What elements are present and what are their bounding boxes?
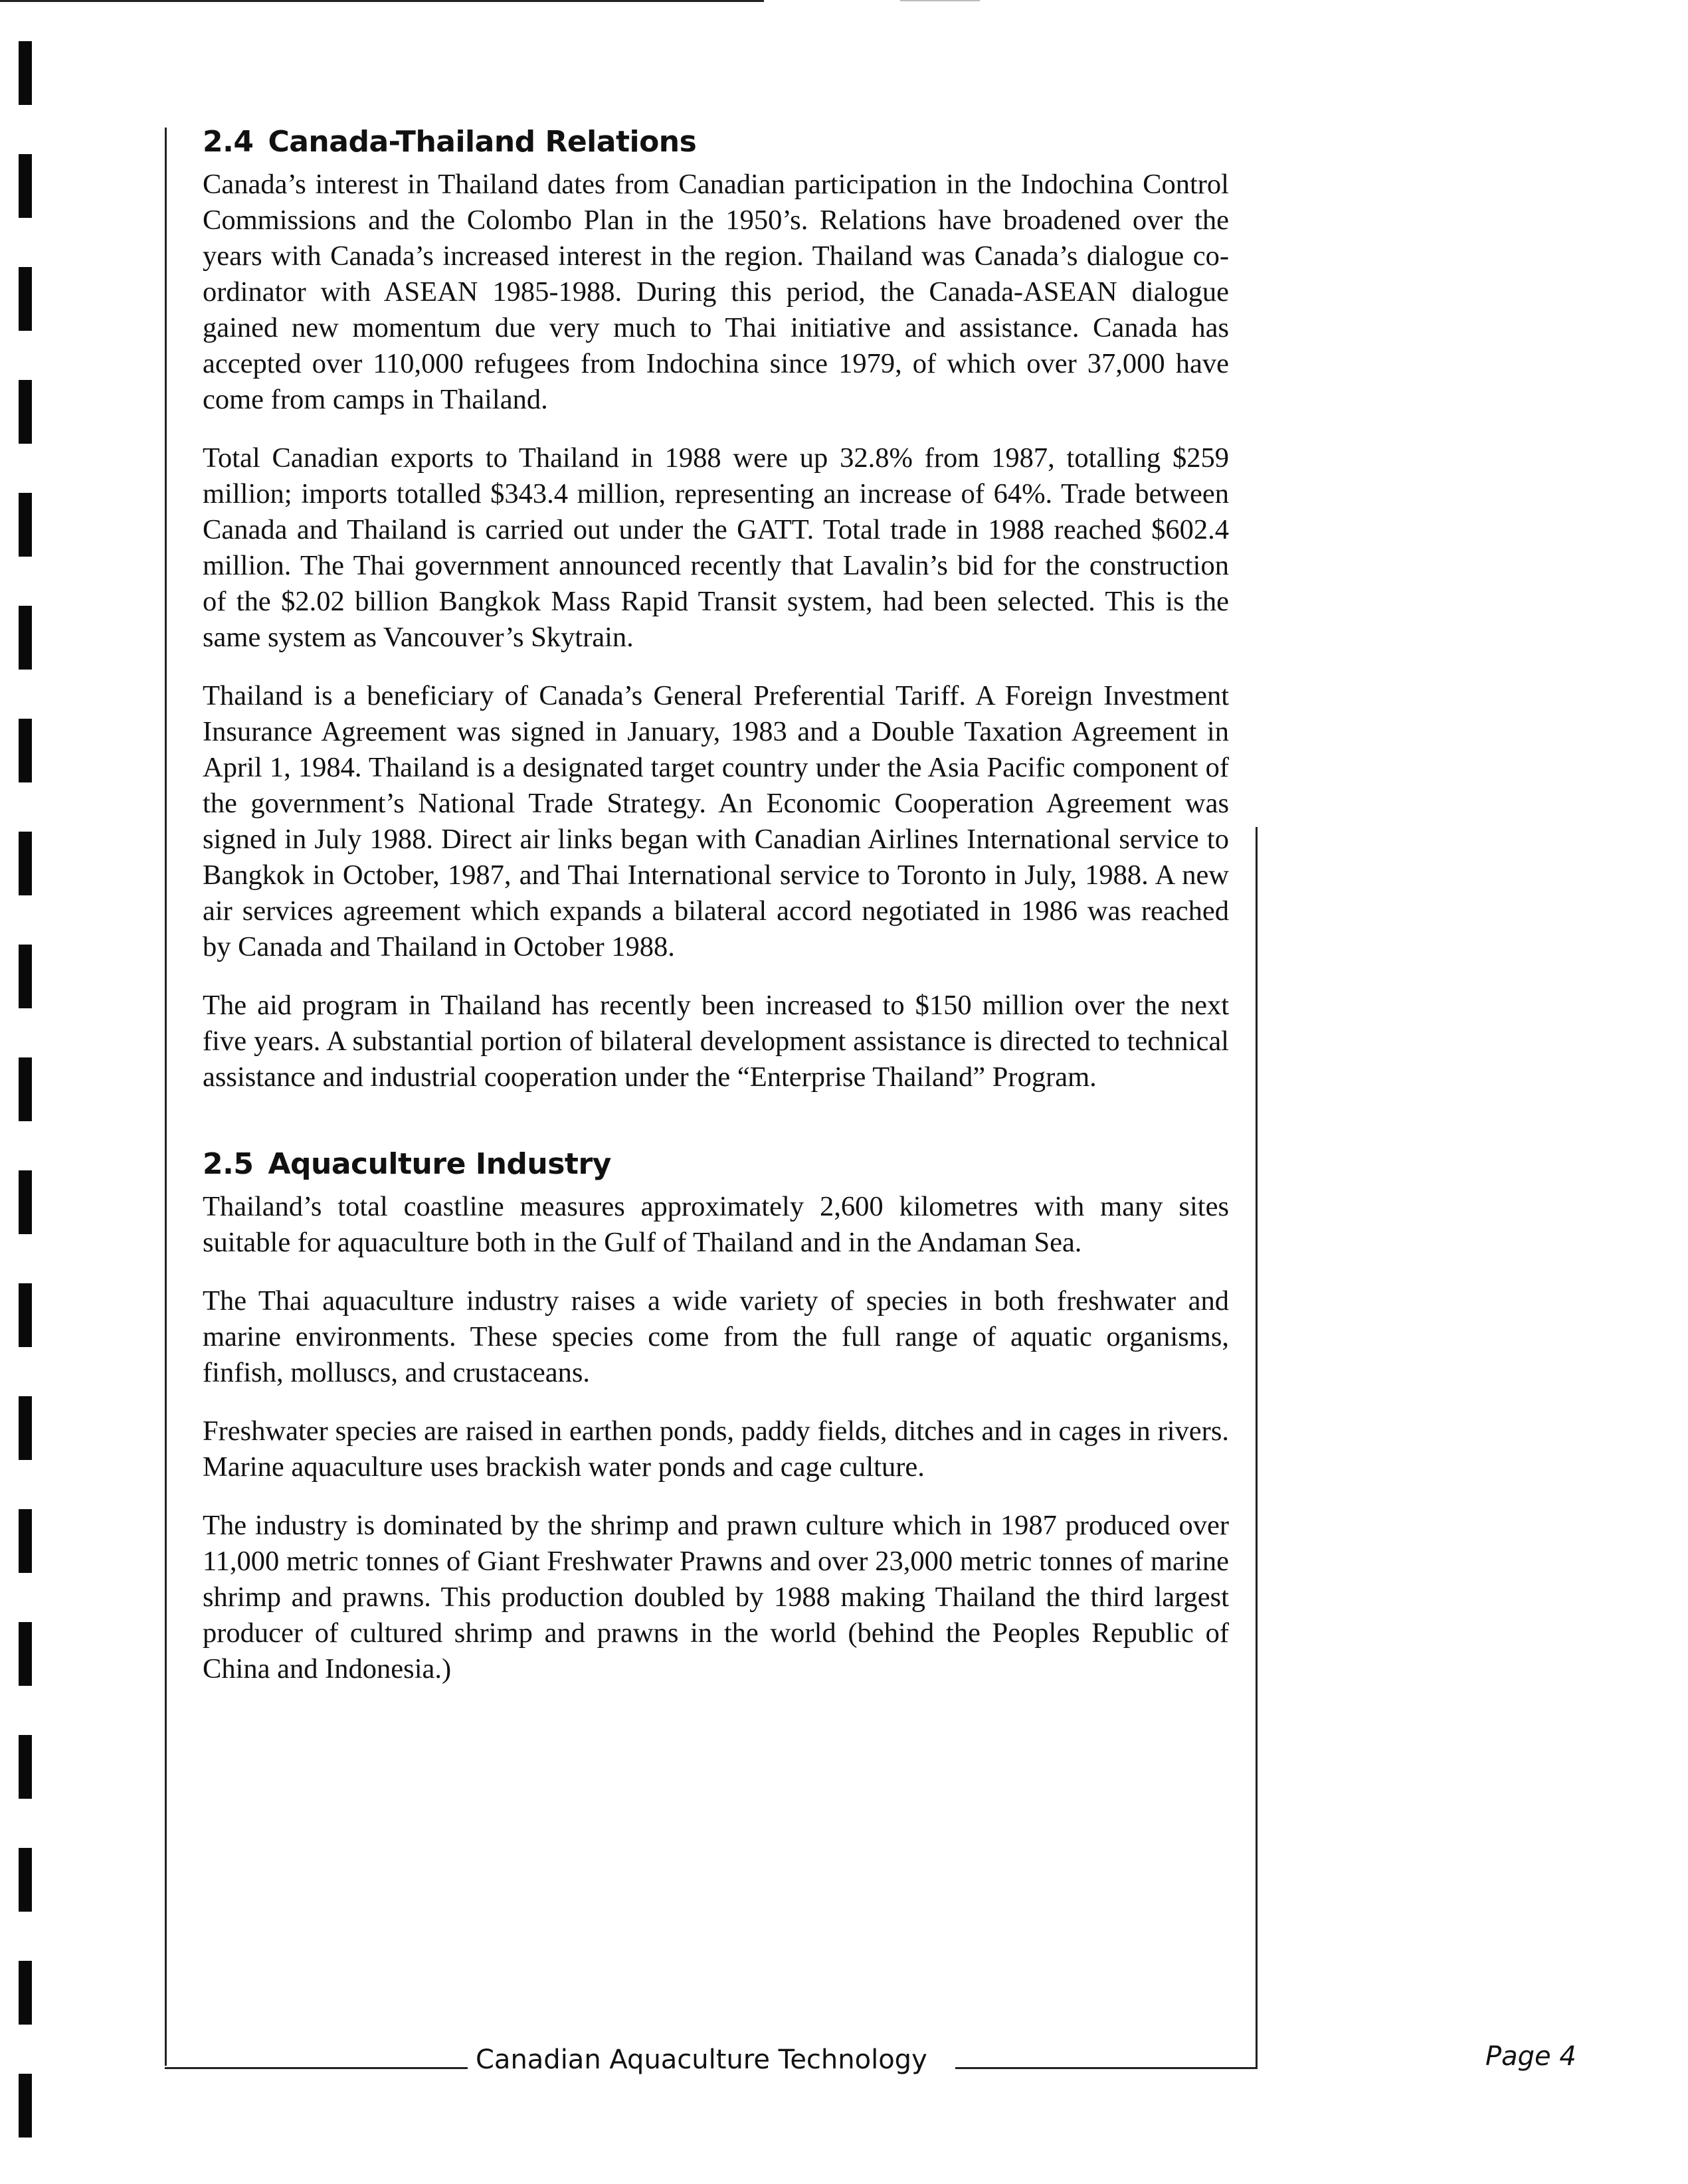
binding-mark xyxy=(19,154,32,218)
section-heading xyxy=(203,1147,1229,1181)
paragraph: Canada’s interest in Thailand dates from Canadian participation in the Indochina Control Commissions and the Colombo Plan in the 1950’s. Relations have broadened over the years with Canada’s increased interest in the region. Thailand was Canada’s dialogue co-ordinator with ASEAN 1985-1988. During this period, the Canada-ASEAN dialogue gained new momentum due very much to Thai initiative and assistance. Canada has accepted over 110,000 refugees from Indochina since 1979, of which over 37,000 have come from camps in Thailand. xyxy=(203,169,1229,415)
section-title: Aquaculture Industry xyxy=(268,1147,611,1181)
binding-mark xyxy=(19,2074,32,2138)
section-number: 2.5 xyxy=(203,1147,254,1181)
left-frame-line xyxy=(165,128,167,2066)
binding-mark xyxy=(19,493,32,557)
footer-rule-right xyxy=(955,2067,1258,2069)
binding-mark xyxy=(19,606,32,670)
page-number: Page 4 xyxy=(1485,2041,1576,2072)
section-heading xyxy=(203,125,1229,159)
binding-mark xyxy=(19,1735,32,1799)
footer-title: Canadian Aquaculture Technology xyxy=(476,2045,927,2075)
paragraph: The industry is dominated by the shrimp and prawn culture which in 1987 produced over 11,000 metric tonnes of Giant Freshwater Prawns and over 23,000 metric tonnes of marine shrimp and prawns. This production doubled by 1988 making Thailand the third largest producer of cultured shrimp and prawns in the world (behind the Peoples Republic of China and Indonesia.) xyxy=(203,1510,1229,1684)
paragraph: Thailand is a beneficiary of Canada’s General Preferential Tariff. A Foreign Investment Insurance Agreement was signed in January, 1983 and a Double Taxation Agreement in April 1, 1984. Thailand is a designated target country under the Asia Pacific component of the government’s National Trade Strategy. An Economic Cooperation Agreement was signed in July 1988. Direct air links began with Canadian Airlines International service to Bangkok in October, 1987, and Thai International service to Toronto in July, 1988. A new air services agreement which expands a bilateral accord negotiated in 1986 was reached by Canada and Thailand in October 1988. xyxy=(203,680,1229,962)
section-title: Canada-Thailand Relations xyxy=(268,125,697,159)
binding-mark xyxy=(19,1961,32,2025)
top-border-fragment xyxy=(900,0,980,1)
paragraph: Freshwater species are raised in earthen ponds, paddy fields, ditches and in cages in rivers. Marine aquaculture uses brackish water ponds and cage culture. xyxy=(203,1415,1229,1483)
binding-mark xyxy=(19,719,32,782)
binding-mark xyxy=(19,945,32,1008)
top-border-line xyxy=(0,0,764,2)
binding-mark xyxy=(19,1057,32,1121)
footer-rule-left xyxy=(165,2067,468,2069)
binding-mark xyxy=(19,1283,32,1347)
paragraph: Thailand’s total coastline measures approximately 2,600 kilometres with many sites suitable for aquaculture both in the Gulf of Thailand and in the Andaman Sea. xyxy=(203,1191,1229,1258)
binding-mark xyxy=(19,1509,32,1573)
binding-mark xyxy=(19,832,32,895)
binding-mark xyxy=(19,267,32,331)
paragraph: Total Canadian exports to Thailand in 1988 were up 32.8% from 1987, totalling $259 million; imports totalled $343.4 million, representing an increase of 64%. Trade between Canada and Thailand is carried out under the GATT. Total trade in 1988 reached $602.4 million. The Thai government announced recently that Lavalin’s bid for the construction of the $2.02 billion Bangkok Mass Rapid Transit system, had been selected. This is the same system as Vancouver’s Skytrain. xyxy=(203,442,1229,653)
section-aquaculture-industry xyxy=(203,1147,1229,1687)
binding-mark xyxy=(19,380,32,444)
binding-mark xyxy=(19,1848,32,1912)
right-frame-line xyxy=(1256,827,1258,2069)
paragraph: The aid program in Thailand has recently been increased to $150 million over the next five years. A substantial portion of bilateral development assistance is directed to technical assistance and industrial cooperation under the “Enterprise Thailand” Program. xyxy=(203,990,1229,1093)
binding-mark xyxy=(19,1170,32,1234)
binding-mark xyxy=(19,1622,32,1686)
page-content xyxy=(203,125,1229,1710)
section-number: 2.4 xyxy=(203,125,254,159)
binding-mark xyxy=(19,1396,32,1460)
binding-mark xyxy=(19,41,32,105)
section-canada-thailand-relations xyxy=(203,125,1229,1095)
paragraph: The Thai aquaculture industry raises a wide variety of species in both freshwater and marine environments. These species come from the full range of aquatic organisms, finfish, molluscs, and crustaceans. xyxy=(203,1285,1229,1388)
